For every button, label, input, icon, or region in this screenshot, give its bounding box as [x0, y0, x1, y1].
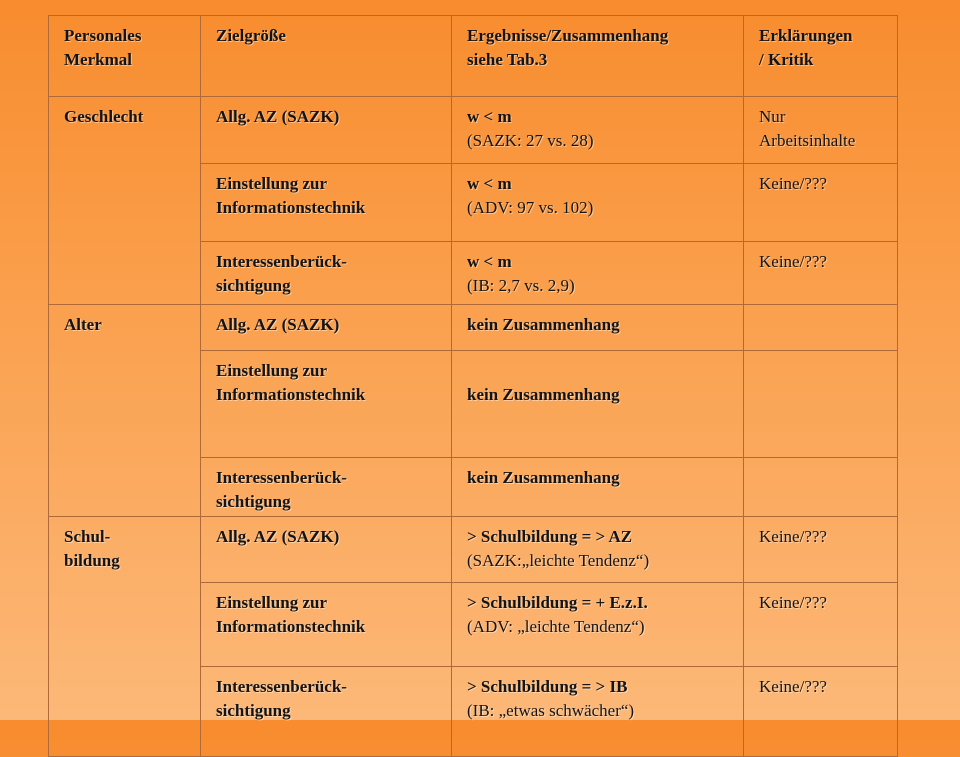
- target-cell: Interessenberück- sichtigung: [201, 242, 452, 305]
- result-cell: > Schulbildung = + E.z.I. (ADV: „leichte Tendenz“): [452, 583, 744, 667]
- header-result: Ergebnisse/Zusammenhang siehe Tab.3: [452, 16, 744, 97]
- result-cell: w < m (IB: 2,7 vs. 2,9): [452, 242, 744, 305]
- note-cell: Keine/???: [744, 667, 898, 757]
- result-cell: kein Zusammenhang: [452, 305, 744, 351]
- result-cell: > Schulbildung = > IB (IB: „etwas schwächer“): [452, 667, 744, 757]
- table-row: [49, 517, 898, 583]
- target-cell: Einstellung zur Informationstechnik: [201, 351, 452, 458]
- target-cell: Einstellung zur Informationstechnik: [201, 164, 452, 242]
- note-cell: [744, 305, 898, 351]
- target-cell: Einstellung zur Informationstechnik: [201, 583, 452, 667]
- note-cell: Keine/???: [744, 242, 898, 305]
- result-cell: kein Zusammenhang: [452, 351, 744, 458]
- target-cell: Allg. AZ (SAZK): [201, 97, 452, 164]
- note-cell: [744, 458, 898, 517]
- header-note: Erklärungen / Kritik: [744, 16, 898, 97]
- result-cell: kein Zusammenhang: [452, 458, 744, 517]
- target-cell: Interessenberück- sichtigung: [201, 667, 452, 757]
- target-cell: Allg. AZ (SAZK): [201, 305, 452, 351]
- target-cell: Interessenberück- sichtigung: [201, 458, 452, 517]
- header-target: Zielgröße: [201, 16, 452, 97]
- note-cell: Keine/???: [744, 517, 898, 583]
- feature-cell: Geschlecht: [49, 97, 201, 305]
- table-header-row: [49, 16, 898, 97]
- feature-cell: Alter: [49, 305, 201, 517]
- result-cell: > Schulbildung = > AZ (SAZK:„leichte Tendenz“): [452, 517, 744, 583]
- note-cell: Keine/???: [744, 583, 898, 667]
- results-table: [48, 15, 898, 757]
- feature-cell: Schul- bildung: [49, 517, 201, 757]
- result-cell: w < m (SAZK: 27 vs. 28): [452, 97, 744, 164]
- note-cell: Keine/???: [744, 164, 898, 242]
- note-cell: Nur Arbeitsinhalte: [744, 97, 898, 164]
- table-row: [49, 305, 898, 351]
- table-row: [49, 97, 898, 164]
- result-cell: w < m (ADV: 97 vs. 102): [452, 164, 744, 242]
- header-feature: Personales Merkmal: [49, 16, 201, 97]
- target-cell: Allg. AZ (SAZK): [201, 517, 452, 583]
- note-cell: [744, 351, 898, 458]
